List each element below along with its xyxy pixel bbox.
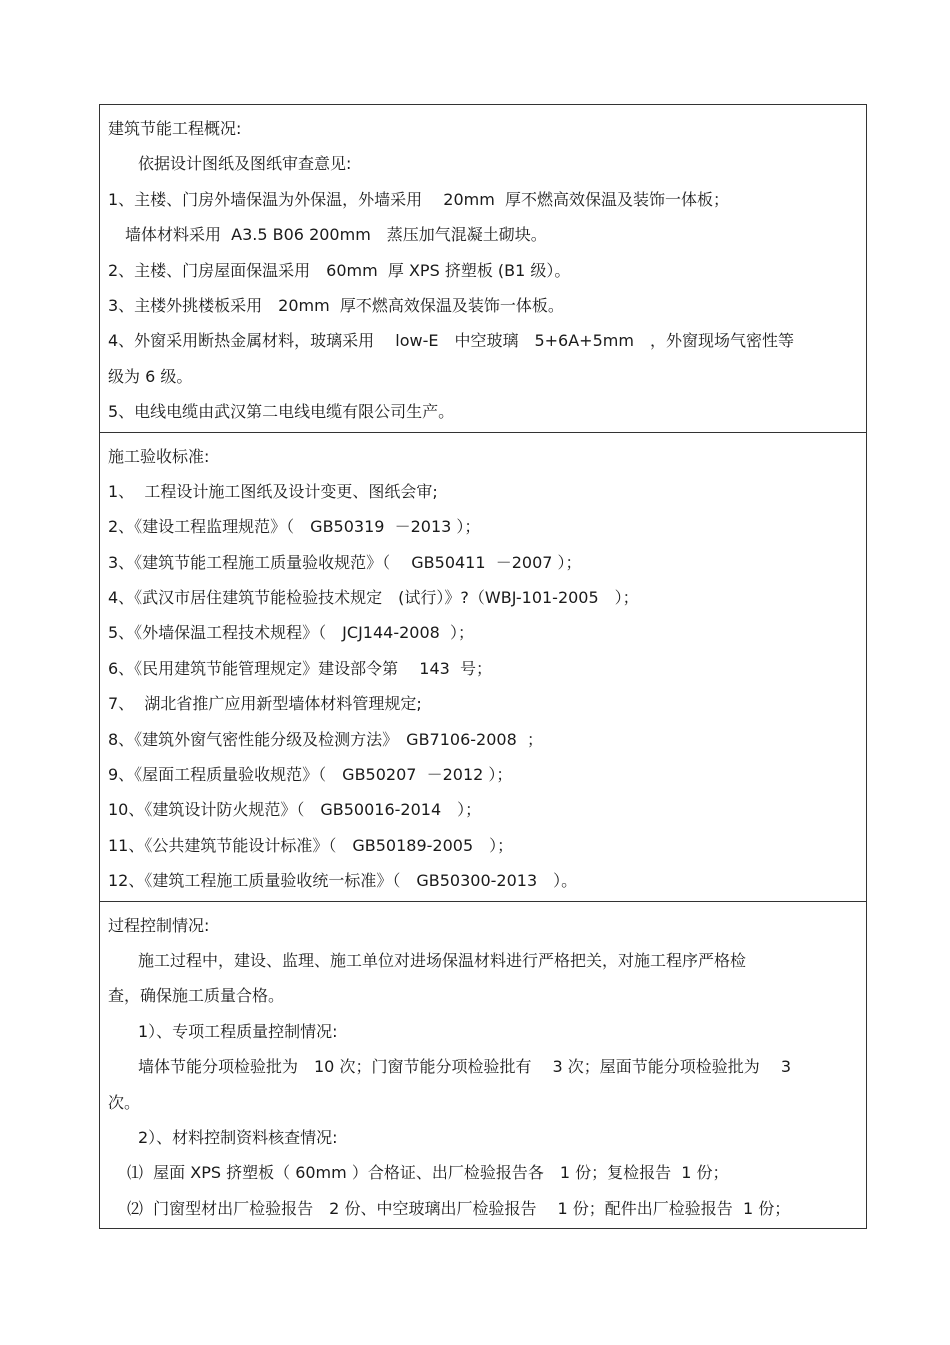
section-standards (100, 433, 866, 902)
text-line: 10、《建筑设计防火规范》（ GB50016-2014 ）； (108, 800, 482, 820)
text-line: 4、外窗采用断热金属材料，玻璃采用 low-E 中空玻璃 5+6A+5mm ，外窗现场气密性等 (108, 331, 794, 351)
text-line: 6、《民用建筑节能管理规定》建设部令第 143 号； (108, 658, 492, 678)
text-line: ⑴ 屋面 XPS 挤塑板（ 60mm ）合格证、出厂检验报告各 1 份；复检报告 1 份； (127, 1163, 729, 1183)
text-line: 3、主楼外挑楼板采用 20mm 厚不燃高效保温及装饰一体板。 (108, 295, 564, 315)
text-line: 5、电线电缆由武汉第二电线电缆有限公司生产。 (108, 402, 455, 422)
text-line: 2）、材料控制资料核查情况: (138, 1127, 338, 1147)
text-line: 次。 (108, 1092, 141, 1112)
text-line: 9、《屋面工程质量验收规范》（ GB50207 －2012 ）； (108, 765, 513, 785)
text-line: 施工过程中，建设、监理、施工单位对进场保温材料进行严格把关，对施工程序严格检 (138, 950, 747, 970)
text-line: 5、《外墙保温工程技术规程》（ JCJ144-2008 ）； (108, 623, 474, 643)
text-line: 1、主楼、门房外墙保温为外保温，外墙采用 20mm 厚不燃高效保温及装饰一体板； (108, 189, 729, 209)
text-line: ⑵ 门窗型材出厂检验报告 2 份、中空玻璃出厂检验报告 1 份；配件出厂检验报告 1 份； (127, 1198, 791, 1218)
text-line: 2、主楼、门房屋面保温采用 60mm 厚 XPS 挤塑板 (B1 级）。 (108, 260, 571, 280)
text-line: 7、 湖北省推广应用新型墙体材料管理规定; (108, 694, 422, 714)
section-title: 过程控制情况: (108, 915, 210, 935)
section-overview (100, 105, 866, 433)
document-table (99, 104, 867, 1229)
text-line: 4、《武汉市居住建筑节能检验技术规定 (试行）》?（WBJ-101-2005 ）； (108, 588, 639, 608)
text-line: 查，确保施工质量合格。 (108, 986, 285, 1006)
text-line: 墙体节能分项检验批为 10 次；门窗节能分项检验批有 3 次；屋面节能分项检验批为 3 (138, 1057, 792, 1077)
text-line: 1、 工程设计施工图纸及设计变更、图纸会审; (108, 481, 438, 501)
text-line: 级为 6 级。 (108, 366, 193, 386)
text-line: 1）、专项工程质量控制情况: (138, 1021, 338, 1041)
text-line: 2、《建设工程监理规范》（ GB50319 －2013 ）； (108, 517, 481, 537)
section-process (100, 902, 866, 1229)
text-line: 11、《公共建筑节能设计标准》（ GB50189-2005 ）； (108, 835, 514, 855)
text-line: 依据设计图纸及图纸审查意见: (138, 154, 352, 174)
text-line: 8、《建筑外窗气密性能分级及检测方法》 GB7106-2008 ； (108, 729, 543, 749)
section-title: 建筑节能工程概况: (108, 119, 242, 138)
section-title: 施工验收标准: (108, 446, 210, 466)
text-line: 12、《建筑工程施工质量验收统一标准》（ GB50300-2013 ）。 (108, 871, 578, 891)
text-line: 墙体材料采用 A3.5 B06 200mm 蒸压加气混凝土砌块。 (125, 225, 547, 245)
text-line: 3、《建筑节能工程施工质量验收规范》（ GB50411 －2007 ）； (108, 552, 582, 572)
